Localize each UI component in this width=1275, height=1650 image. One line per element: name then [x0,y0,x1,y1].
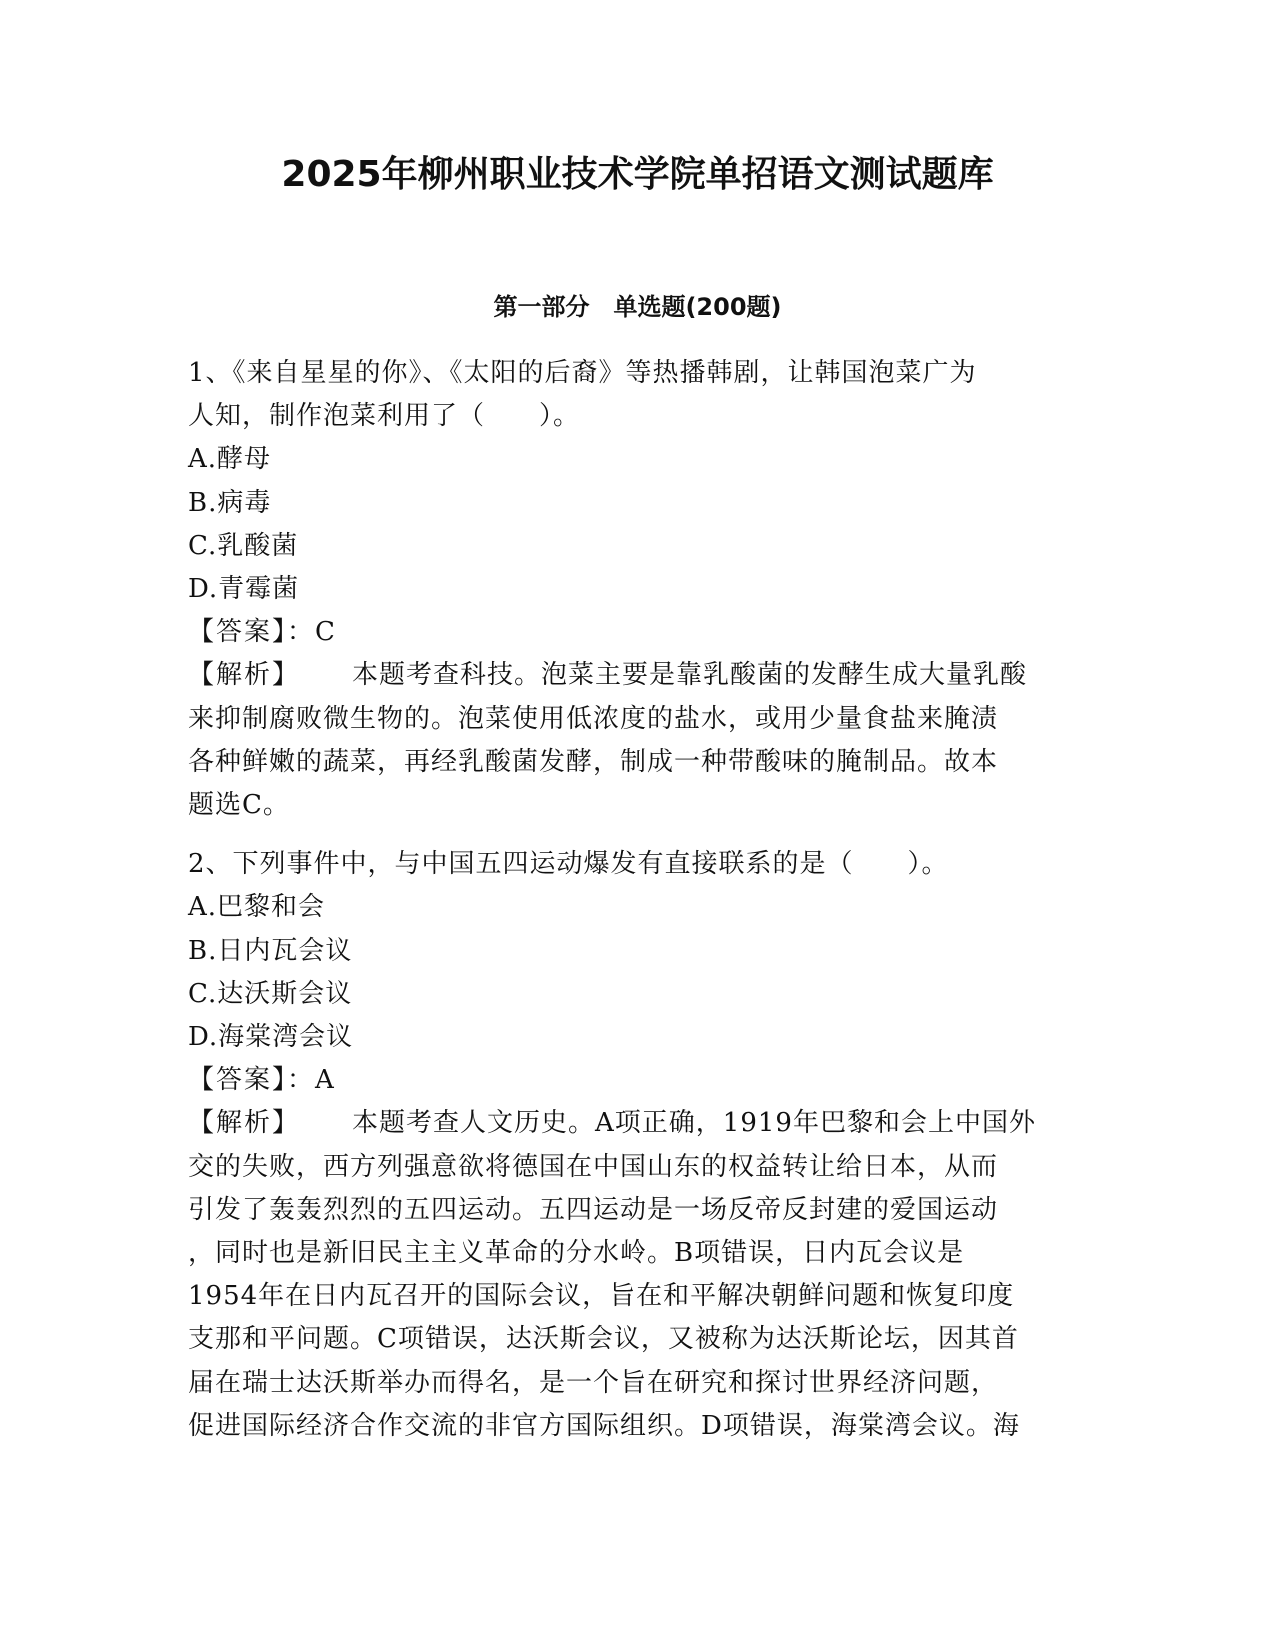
analysis-line: 届在瑞士达沃斯举办而得名，是一个旨在研究和探讨世界经济问题， [188,1367,999,1398]
answer-line [188,1059,1088,1102]
option-a: A.巴黎和会 [188,892,326,923]
answer-line [188,611,1088,654]
analysis-label: 【解析】 [188,660,301,691]
analysis-line: 引发了轰轰烈烈的五四运动。五四运动是一场反帝反封建的爱国运动 [188,1194,999,1225]
option-c: C.乳酸菌 [188,530,299,561]
answer-value: A [315,1065,335,1096]
analysis-line: 促进国际经济合作交流的非官方国际组织。D项错误，海棠湾会议。海 [188,1410,1020,1441]
question-1 [188,352,1088,827]
analysis-line: 交的失败，西方列强意欲将德国在中国山东的权益转让给日本，从而 [188,1151,999,1182]
section-heading: 第一部分 单选题(200题) [493,293,782,321]
analysis-text: 本题考查人文历史。A项正确，1919年巴黎和会上中国外 [352,1108,1036,1139]
option-d: D.青霉菌 [188,574,300,605]
question-stem-line: 人知，制作泡菜利用了（ ）。 [188,401,581,432]
question-2 [188,843,1088,1448]
option-b: B.日内瓦会议 [188,935,353,966]
analysis-line: ，同时也是新旧民主主义革命的分水岭。B项错误，日内瓦会议是 [188,1238,965,1269]
analysis-label: 【解析】 [188,1108,301,1139]
analysis-line [188,654,1088,697]
analysis-line: 各种鲜嫩的蔬菜，再经乳酸菌发酵，制成一种带酸味的腌制品。故本 [188,746,999,777]
analysis-line: 题选C。 [188,790,290,821]
question-stem-line: 1、《来自星星的你》、《太阳的后裔》等热播韩剧，让韩国泡菜广为 [188,358,977,388]
analysis-line: 来抑制腐败微生物的。泡菜使用低浓度的盐水，或用少量食盐来腌渍 [188,703,999,734]
analysis-line: 1954年在日内瓦召开的国际会议，旨在和平解决朝鲜问题和恢复印度 [188,1281,1015,1312]
answer-value: C [315,617,336,648]
option-b: B.病毒 [188,487,272,518]
answer-label: 【答案】： [188,617,316,648]
document-title: 2025年柳州职业技术学院单招语文测试题库 [281,154,994,195]
option-a: A.酵母 [188,444,272,475]
question-list [188,352,1088,1448]
analysis-line: 支那和平问题。C项错误，达沃斯会议，又被称为达沃斯论坛，因其首 [188,1324,1019,1355]
analysis-text: 本题考查科技。泡菜主要是靠乳酸菌的发酵生成大量乳酸 [352,660,1028,691]
analysis-line [188,1102,1088,1145]
answer-label: 【答案】： [188,1065,316,1096]
option-c: C.达沃斯会议 [188,978,353,1009]
question-stem-line: 2、下列事件中，与中国五四运动爆发有直接联系的是（ ）。 [188,849,949,880]
option-d: D.海棠湾会议 [188,1022,354,1053]
